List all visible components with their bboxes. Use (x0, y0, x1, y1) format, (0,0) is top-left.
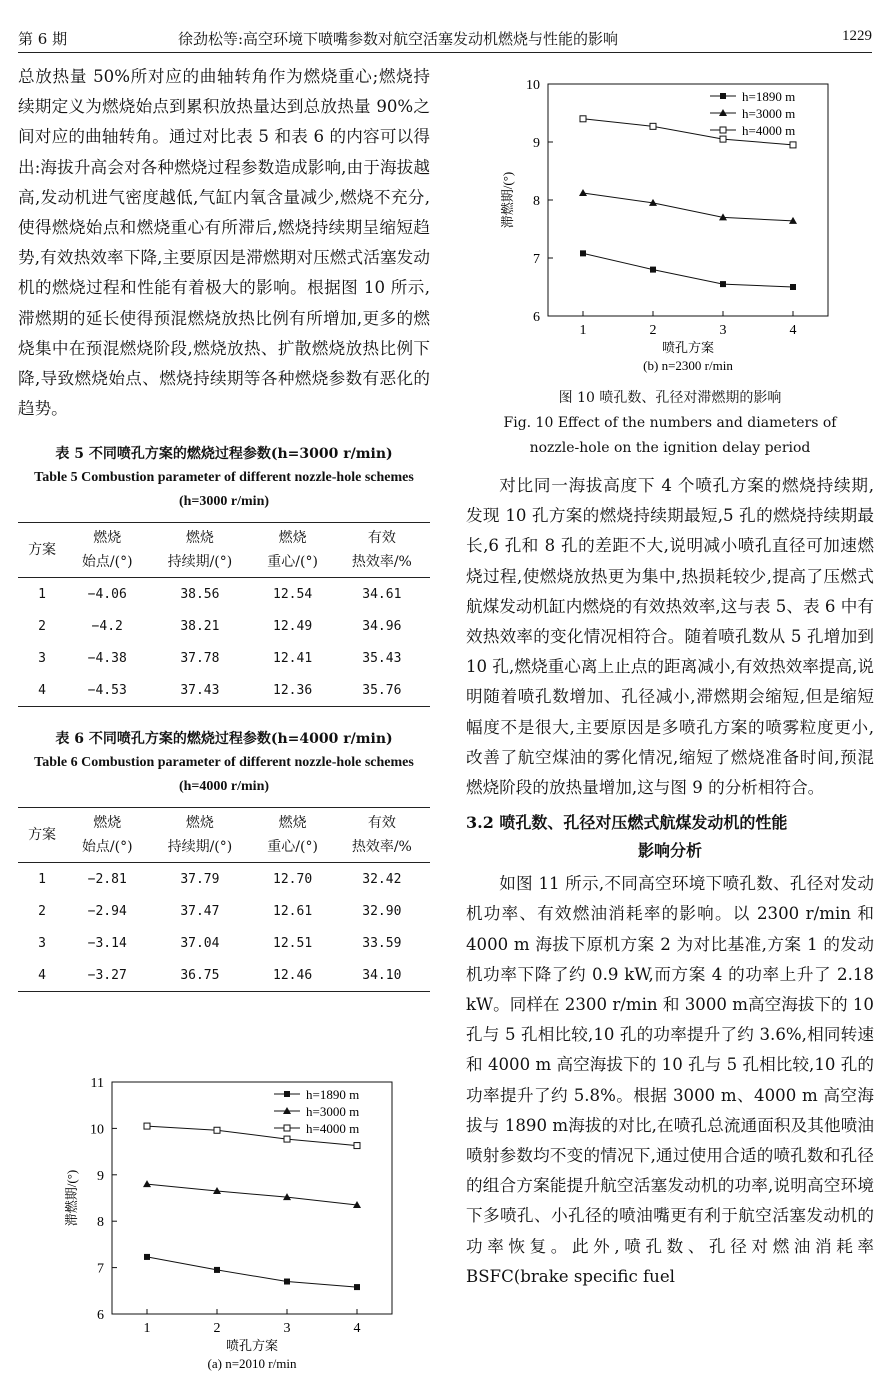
table5-cell: 1 (38, 586, 46, 602)
table5-cell: 37.78 (180, 650, 220, 666)
table6-row (18, 959, 430, 992)
x-tick-label: 2 (649, 323, 657, 338)
table6-cell: 37.47 (180, 903, 220, 919)
table6-row (18, 895, 430, 927)
y-tick-label: 7 (533, 252, 540, 267)
legend-label: h=4000 m (742, 123, 796, 138)
data-point (284, 1279, 290, 1285)
legend-marker (720, 127, 726, 133)
data-point (580, 250, 586, 256)
table6 (18, 807, 430, 992)
table6-caption-en: Table 6 Combustion parameter of different nozzle-hole schemes (h=4000 r/min) (34, 755, 414, 795)
legend-marker (284, 1125, 290, 1131)
data-point (790, 142, 796, 148)
table6-cell: −3.14 (87, 935, 127, 951)
table6-cell: 37.04 (180, 935, 220, 951)
x-axis-label: 喷孔方案 (661, 340, 715, 355)
table5-cell: 34.61 (362, 586, 402, 602)
table6-cell: 12.51 (273, 935, 313, 951)
y-tick-label: 10 (90, 1122, 104, 1138)
chart-subtitle: (b) n=2300 r/min (643, 358, 733, 373)
table6-cell: 4 (38, 967, 46, 983)
table5-cell: 12.54 (273, 586, 313, 602)
x-tick-label: 2 (213, 1321, 221, 1336)
x-tick-label: 4 (353, 1321, 361, 1336)
table5-cell: 4 (38, 682, 46, 698)
table5-cell: 37.43 (180, 682, 220, 698)
table5-header-cell: 燃烧 重心/(°) (252, 523, 334, 578)
legend-label: h=1890 m (306, 1087, 360, 1102)
table5-cell: 12.41 (273, 650, 313, 666)
table5-cell: 34.96 (362, 618, 402, 634)
data-point (144, 1123, 150, 1129)
table6-cell: 34.10 (362, 967, 402, 983)
y-tick-label: 7 (97, 1261, 104, 1277)
figure-caption (466, 386, 874, 461)
table5-row (18, 674, 430, 707)
y-tick-label: 10 (526, 78, 540, 93)
table5-row (18, 578, 430, 611)
table5-block (18, 442, 430, 707)
series-3 (144, 1121, 360, 1149)
table6-cell: 32.42 (362, 871, 402, 887)
x-tick-label: 4 (789, 323, 797, 338)
legend-label: h=3000 m (742, 106, 796, 121)
y-tick-label: 9 (533, 136, 540, 151)
table5-header-cell: 燃烧 持续期/(°) (148, 523, 251, 578)
table6-cell: 33.59 (362, 935, 402, 951)
figure-caption-cn: 图 10 喷孔数、孔径对滞燃期的影响 (558, 390, 782, 406)
y-axis-label: 滞燃期/(°) (64, 1169, 79, 1227)
right-paragraph-2: 如图 11 所示,不同高空环境下喷孔数、孔径对发动机功率、有效燃油消耗率的影响。以 2300 r/min 和 4000 m 海拔下原机方案 2 为对比基准,方案 1 的发动机功率下降了约 0.9 kW,而方案 4 的功率上升了 2.18 kW。同样在 2300 r/min 和 3000 m高空海拔下的 10 孔与 5 孔相比较,10 孔的功率提升了约 3.6%,相同转速和 4000 m 高空海拔下的 10 孔与 5 孔相比较,10 孔的功率提升了约 5.8%。根据 3000 m、4000 m 高空海拔与 1890 m海拔的对比,在喷孔总流通面积及其他喷油喷射参数均不变的情况下,通过使用合适的喷孔数和孔径的组合方案能提升航空活塞发动机的功率,说明高空环境下多喷孔、小孔径的喷油嘴更有利于航空活塞发动机的功率恢复。此外,喷孔数、孔径对燃油消耗率 BSFC(brake specific fuel (466, 874, 874, 1286)
data-point (354, 1143, 360, 1149)
table6-block (18, 727, 430, 992)
table5-header-cell: 方案 (18, 523, 66, 578)
table5-cell: −4.38 (87, 650, 127, 666)
table5-header-row (18, 523, 430, 578)
table5-caption-en: Table 5 Combustion parameter of different nozzle-hole schemes (h=3000 r/min) (34, 470, 414, 510)
data-point (720, 136, 726, 142)
series-line (583, 193, 793, 221)
table6-header-cell: 燃烧 持续期/(°) (148, 808, 251, 863)
table6-cell: 2 (38, 903, 46, 919)
left-paragraph: 总放热量 50%所对应的曲轴转角作为燃烧重心;燃烧持续期定义为燃烧始点到累积放热量达到总放热量 90%之间对应的曲轴转角。通过对比表 5 和表 6 的内容可以得出:海拔升高会对各种燃烧过程参数造成影响,由于海拔越高,发动机进气密度越低,气缸内氧含量减少,燃烧不充分,使得燃烧始点和燃烧重心有所滞后,燃烧持续期呈缩短趋势,有效热效率下降,主要原因是滞燃期对压燃式活塞发动机的燃烧过程和性能有着极大的影响。根据图 10 所示,滞燃期的延长使得预混燃烧放热比例有所增加,更多的燃烧集中在预混燃烧阶段,燃烧放热、扩散燃烧放热比例下降,导致燃烧始点、燃烧持续期等各种燃烧参数有恶化的趋势。 (18, 67, 430, 419)
running-title: 徐劲松等:高空环境下喷嘴参数对航空活塞发动机燃烧与性能的影响 (178, 30, 619, 48)
table6-cell: −3.27 (87, 967, 127, 983)
table6-row (18, 863, 430, 896)
section-heading-line2: 影响分析 (637, 841, 702, 861)
page-header (18, 14, 872, 53)
data-point (144, 1254, 150, 1260)
right-paragraph-1: 对比同一海拔高度下 4 个喷孔方案的燃烧持续期,发现 10 孔方案的燃烧持续期最短,5 孔的燃烧持续期最长,6 孔和 8 孔的差距不大,说明减小喷孔直径可加速燃烧过程,使燃烧放热更为集中,热损耗较少,提高了压燃式航煤发动机缸内燃烧的有效热效率,这与表 5、表 6 中有效热效率的变化情况相符合。随着喷孔数从 5 孔增加到 10 孔,燃烧重心离上止点的距离减小,有效热效率提高,说明随着喷孔数增加、孔径减小,滞燃期会缩短,但是缩短幅度不是很大,主要原因是多喷孔方案的喷雾粒度更小,改善了航空煤油的雾化情况,缩短了燃烧准备时间,预混燃烧阶段的放热量增加,这与图 9 的分析相符合。 (466, 476, 874, 798)
y-tick-label: 6 (533, 310, 540, 325)
table5-cell: 12.36 (273, 682, 313, 698)
y-tick-label: 8 (533, 194, 540, 209)
x-tick-label: 3 (283, 1321, 291, 1336)
table6-cell: 36.75 (180, 967, 220, 983)
table6-cell: 32.90 (362, 903, 402, 919)
table6-cell: −2.81 (87, 871, 127, 887)
legend-label: h=4000 m (306, 1121, 360, 1136)
table6-cell: 37.79 (180, 871, 220, 887)
right-column (466, 62, 874, 1292)
table5-cell: −4.53 (87, 682, 127, 698)
y-tick-label: 6 (97, 1308, 104, 1323)
data-point (650, 123, 656, 129)
data-point (790, 284, 796, 290)
figure-caption-en-1: Fig. 10 Effect of the numbers and diameters of (503, 415, 837, 431)
chart-panel-b (484, 62, 864, 380)
table5-cell: 3 (38, 650, 46, 666)
table6-row (18, 927, 430, 959)
chart-panel-a (48, 1074, 428, 1374)
table6-header-cell: 燃烧 始点/(°) (66, 808, 148, 863)
table5-caption-cn: 表 5 不同喷孔方案的燃烧过程参数(h=3000 r/min) (55, 446, 393, 463)
y-tick-label: 11 (90, 1076, 104, 1091)
y-axis-label: 滞燃期/(°) (500, 171, 515, 229)
table6-header-cell: 有效 热效率/% (334, 808, 430, 863)
section-heading (466, 809, 874, 865)
table5-cell: 2 (38, 618, 46, 634)
table5-row (18, 642, 430, 674)
data-point (284, 1136, 290, 1142)
table5-cell: −4.06 (87, 586, 127, 602)
issue-label: 第 6 期 (18, 30, 68, 48)
table5 (18, 522, 430, 707)
y-tick-label: 8 (97, 1215, 104, 1231)
table5-header-cell: 有效 热效率/% (334, 523, 430, 578)
x-tick-label: 3 (719, 323, 727, 338)
data-point (354, 1284, 360, 1290)
table6-cell: 12.70 (273, 871, 313, 887)
data-point (580, 116, 586, 122)
table5-header-cell: 燃烧 始点/(°) (66, 523, 148, 578)
table5-cell: 35.76 (362, 682, 402, 698)
left-column (18, 62, 430, 1371)
table6-header-cell: 方案 (18, 808, 66, 863)
series-2 (143, 1104, 361, 1208)
x-axis-label: 喷孔方案 (225, 1338, 279, 1353)
legend-label: h=3000 m (306, 1104, 360, 1119)
series-line (147, 1184, 357, 1205)
data-point (214, 1267, 220, 1273)
page-number: 1229 (842, 28, 872, 44)
x-tick-label: 1 (579, 323, 587, 338)
table6-cell: 1 (38, 871, 46, 887)
data-point (650, 267, 656, 273)
table5-row (18, 610, 430, 642)
data-point (214, 1127, 220, 1133)
legend-marker (720, 93, 726, 99)
x-tick-label: 1 (143, 1321, 151, 1336)
chart-subtitle: (a) n=2010 r/min (207, 1356, 297, 1371)
series-line (583, 253, 793, 287)
table5-cell: 12.49 (273, 618, 313, 634)
table6-caption-cn: 表 6 不同喷孔方案的燃烧过程参数(h=4000 r/min) (55, 731, 393, 748)
table6-header-row (18, 808, 430, 863)
table6-header-cell: 燃烧 重心/(°) (252, 808, 334, 863)
legend-label: h=1890 m (742, 89, 796, 104)
table6-cell: −2.94 (87, 903, 127, 919)
table6-cell: 3 (38, 935, 46, 951)
y-tick-label: 9 (97, 1168, 104, 1184)
data-point (579, 189, 587, 196)
table6-cell: 12.61 (273, 903, 313, 919)
data-point (720, 281, 726, 287)
data-point (143, 1180, 151, 1187)
legend-marker (284, 1091, 290, 1097)
table5-cell: 35.43 (362, 650, 402, 666)
series-line (147, 1257, 357, 1287)
table5-cell: 38.21 (180, 618, 220, 634)
table5-cell: −4.2 (91, 618, 123, 634)
section-heading-line1: 3.2 喷孔数、孔径对压燃式航煤发动机的性能 (466, 813, 788, 833)
figure-caption-en-2: nozzle-hole on the ignition delay period (529, 440, 811, 456)
table5-cell: 38.56 (180, 586, 220, 602)
table6-cell: 12.46 (273, 967, 313, 983)
